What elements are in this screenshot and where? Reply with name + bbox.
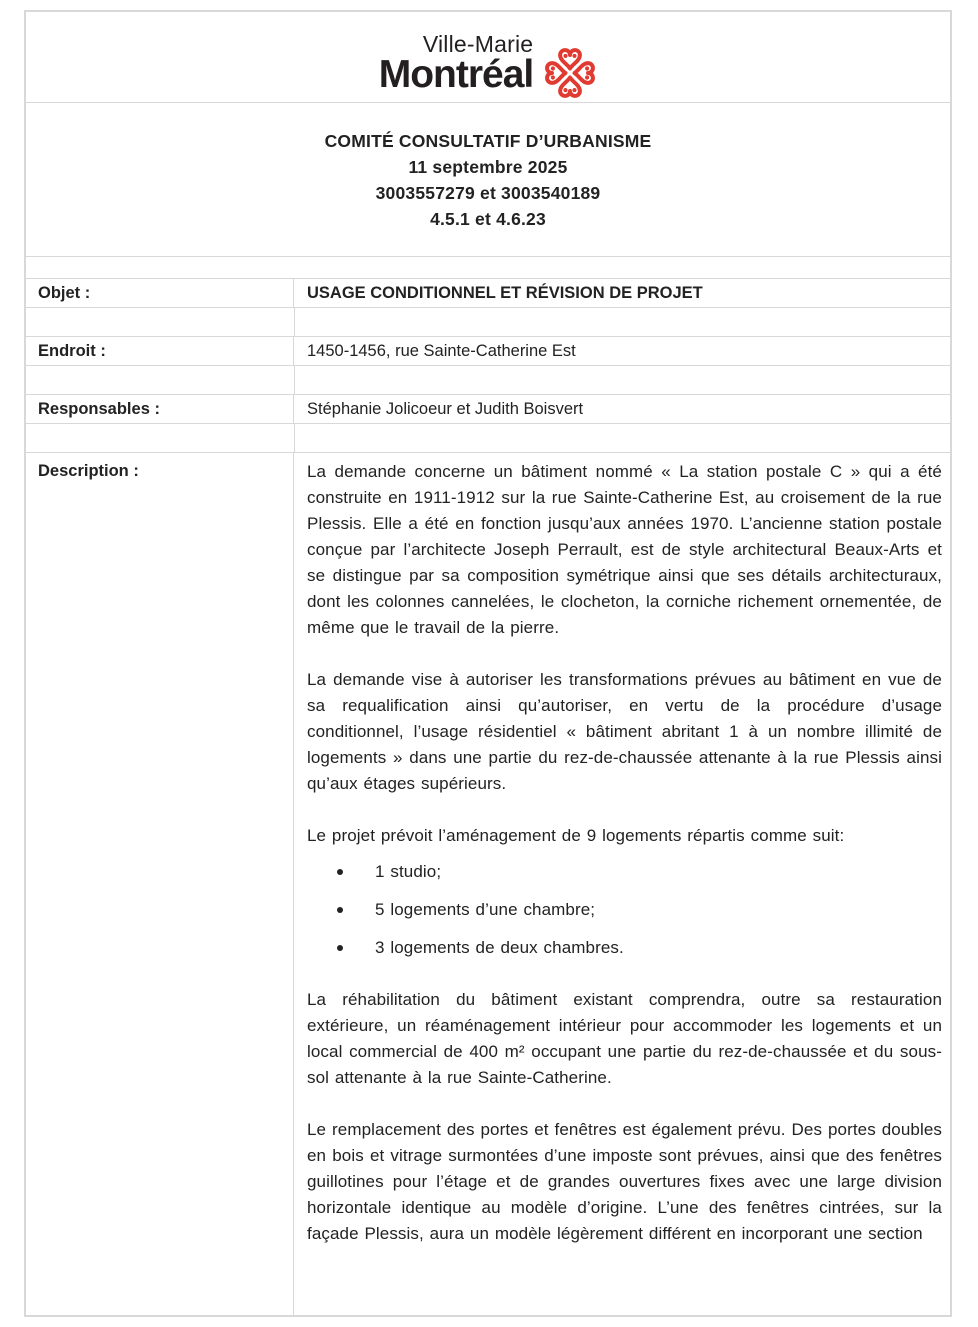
list-item-text: 3 logements de deux chambres.: [375, 938, 624, 957]
montreal-logo: [379, 32, 598, 94]
description-label: Description :: [26, 453, 294, 1315]
document-header: [26, 102, 950, 256]
field-row-responsables: [26, 394, 950, 423]
description-paragraph-rehabilitation: La réhabilitation du bâtiment existant comprendra, outre sa restauration extérieure, un réaménagement intérieur pour accommoder les logements et un local commercial de 400 m² occupant une partie du rez-de-chaussée et du sous-sol attenante à la rue Sainte-Catherine.: [307, 990, 942, 1087]
list-item: [307, 859, 942, 885]
endroit-label: Endroit :: [26, 337, 294, 365]
montreal-rosette-icon: [543, 46, 597, 100]
list-item-text: 1 studio;: [375, 862, 442, 881]
description-paragraph-windows: Le remplacement des portes et fenêtres est également prévu. Des portes doubles en bois et vitrage surmontées d’une imposte sont prévues, ainsi que des fenêtres guillotines pour l’étage et de grandes ouvertures fixes avec une large division horizontale identique au modèle d’origine. L’une des fenêtres cintrées, sur la façade Plessis, aura un modèle légèrement différent en incorporant une section: [307, 1120, 942, 1243]
logo-borough-name: Ville-Marie: [422, 31, 534, 57]
spacer-row: [26, 307, 950, 336]
list-item-text: 5 logements d’une chambre;: [375, 900, 596, 919]
field-row-description: [26, 452, 950, 1315]
endroit-value: 1450-1456, rue Sainte-Catherine Est: [307, 342, 576, 360]
list-item: [307, 935, 942, 961]
spacer-row: [26, 423, 950, 452]
header-date: 11 septembre 2025: [408, 157, 568, 177]
spacer-row: [26, 365, 950, 394]
responsables-value: Stéphanie Jolicoeur et Judith Boisvert: [307, 400, 584, 418]
description-list-intro: Le projet prévoit l’aménagement de 9 logements répartis comme suit:: [307, 826, 845, 845]
logo-wordmark: [379, 32, 534, 94]
objet-value: USAGE CONDITIONNEL ET RÉVISION DE PROJET: [307, 284, 703, 302]
document-table: [24, 10, 952, 1317]
dwellings-list: [307, 859, 942, 961]
description-body: [294, 453, 950, 1315]
header-file-numbers: 3003557279 et 3003540189: [375, 183, 601, 203]
description-paragraph-request: La demande vise à autoriser les transformations prévues au bâtiment en vue de sa requalification ainsi qu’autoriser, en vertu de la procédure d’usage conditionnel, l’usage résidentiel « bâtiment abritant 1 à un nombre illimité de logements » dans une partie du rez-de-chaussée attenante à la rue Plessis ainsi qu’aux étages supérieurs.: [307, 670, 942, 793]
list-item: [307, 897, 942, 923]
responsables-label: Responsables :: [26, 395, 294, 423]
logo-city-name: Montréal: [378, 53, 534, 96]
objet-label: Objet :: [26, 279, 294, 307]
field-row-objet: [26, 278, 950, 307]
description-paragraph-building: La demande concerne un bâtiment nommé « La station postale C » qui a été construite en 1911-1912 sur la rue Sainte-Catherine Est, au croisement de la rue Plessis. Elle a été en fonction jusqu’aux années 1970. L’ancienne station postale conçue par l’architecte Joseph Perrault, est de style architectural Beaux-Arts et se distingue par sa composition symétrique ainsi que ses détails architecturaux, dont les colonnes cannelées, le clocheton, la corniche richement ornementée, de même que le travail de la pierre.: [307, 462, 942, 637]
header-committee-title: COMITÉ CONSULTATIF D’URBANISME: [324, 131, 652, 151]
spacer-row: [26, 256, 950, 278]
field-row-endroit: [26, 336, 950, 365]
logo-block: [26, 12, 950, 102]
header-item-numbers: 4.5.1 et 4.6.23: [430, 209, 546, 229]
